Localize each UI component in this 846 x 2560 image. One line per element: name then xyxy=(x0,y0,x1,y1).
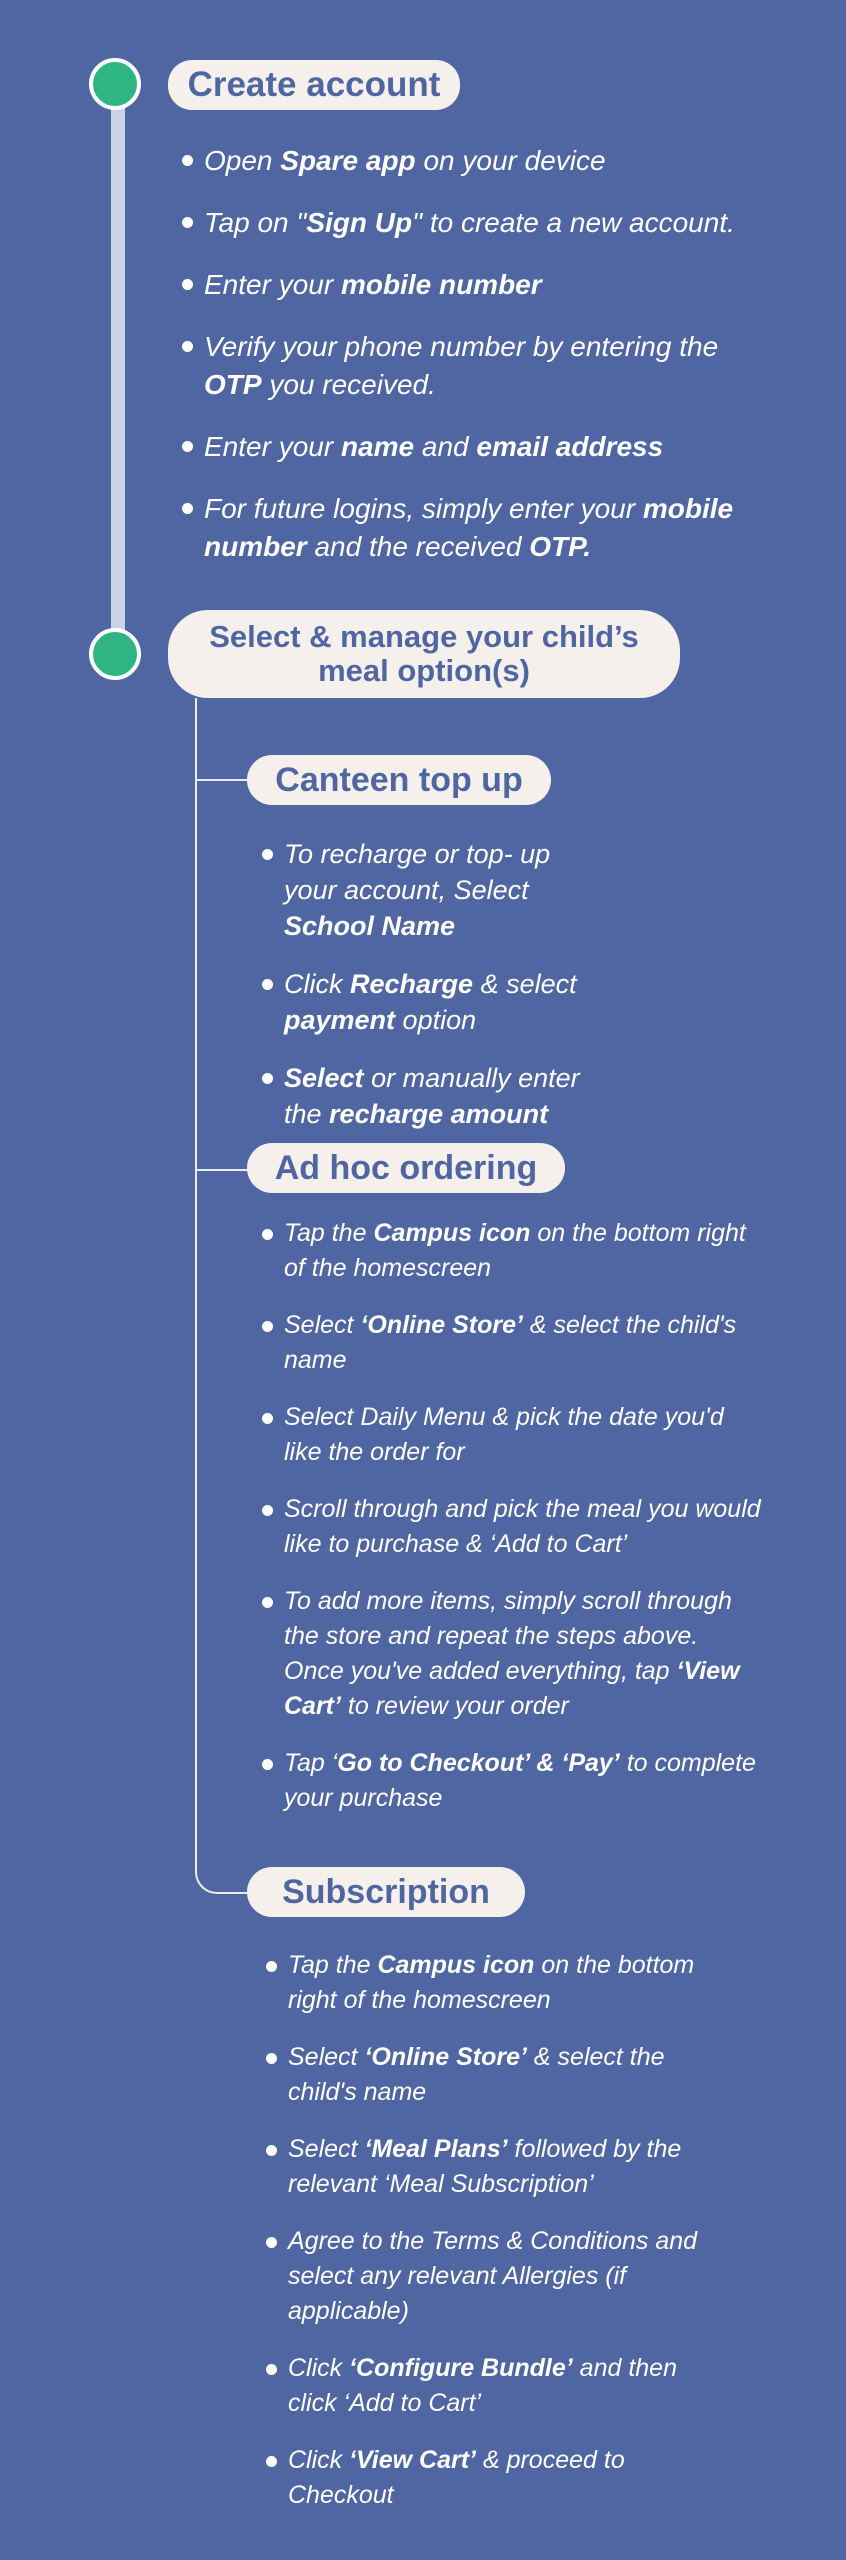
step-item xyxy=(262,966,592,1038)
step-text-bold: Campus icon xyxy=(373,1219,531,1247)
step-item xyxy=(262,1746,762,1816)
step-text: Select xyxy=(288,2043,365,2071)
step-text: on your device xyxy=(415,145,606,176)
step-text-bold: Spare app xyxy=(280,145,416,176)
step-text: & proceed to Checkout xyxy=(288,2446,625,2509)
step-marker-manage-meals xyxy=(89,628,141,680)
step-item xyxy=(266,2443,706,2513)
step-text: to review your order xyxy=(340,1692,569,1720)
step-text: & select the child's name xyxy=(284,1311,737,1374)
step-text: and then click ‘Add to Cart’ xyxy=(288,2354,677,2417)
step-text: option xyxy=(395,1005,477,1035)
step-text: Tap ‘ xyxy=(284,1749,338,1777)
step-text: you received. xyxy=(261,369,436,400)
step-item xyxy=(182,266,742,304)
manage-meals-heading-line2: meal option(s) xyxy=(318,653,530,688)
step-text: and the received xyxy=(306,531,530,562)
step-text: Select xyxy=(284,1311,361,1339)
branch-line xyxy=(195,698,197,1850)
step-text: to complete your purchase xyxy=(284,1749,756,1812)
step-text-bold: OTP. xyxy=(529,531,592,562)
step-text-bold: payment xyxy=(284,1005,396,1035)
step-text: Open xyxy=(204,145,281,176)
timeline-line xyxy=(111,85,125,655)
subscription-steps xyxy=(266,1948,706,2535)
step-text: Enter your xyxy=(204,269,341,300)
step-text: Select xyxy=(288,2135,365,2163)
step-text-bold: name xyxy=(340,431,415,462)
step-text: Tap the xyxy=(288,1951,378,1979)
step-text-bold: mobile number xyxy=(204,493,734,562)
subscription-heading: Subscription xyxy=(247,1867,525,1917)
step-item xyxy=(262,1584,762,1724)
step-item xyxy=(266,2224,706,2329)
step-text: on the bottom right of the homescreen xyxy=(288,1951,695,2014)
step-text: Agree to the Terms & Conditions and select any relevant Allergies (if applicable) xyxy=(288,2227,698,2325)
ad-hoc-ordering-heading: Ad hoc ordering xyxy=(247,1143,565,1193)
step-item xyxy=(262,1060,592,1132)
step-text: Click xyxy=(288,2446,350,2474)
step-text-bold: Campus icon xyxy=(377,1951,535,1979)
step-text-bold: ‘View Cart’ xyxy=(284,1657,740,1720)
step-item xyxy=(262,1308,762,1378)
step-text: To recharge or top- up your account, Select xyxy=(284,839,551,905)
step-text: " to create a new account. xyxy=(412,207,735,238)
step-item xyxy=(262,1216,762,1286)
branch-tick-canteen xyxy=(196,779,248,781)
step-text-bold: ‘Configure Bundle’ xyxy=(349,2354,573,2382)
step-text-bold: email address xyxy=(476,431,664,462)
step-item xyxy=(266,2040,706,2110)
manage-meals-heading-line1: Select & manage your child’s xyxy=(209,619,639,654)
step-item xyxy=(262,836,592,944)
step-item xyxy=(266,2132,706,2202)
step-text-bold: ‘Online Store’ xyxy=(364,2043,527,2071)
step-item xyxy=(182,142,742,180)
step-text: Scroll through and pick the meal you would like to purchase & ‘Add to Cart’ xyxy=(284,1495,761,1558)
step-text: or manually enter the xyxy=(284,1063,580,1129)
step-text-bold: Go to Checkout’ & ‘Pay’ xyxy=(337,1749,620,1777)
create-account-heading: Create account xyxy=(168,60,460,110)
step-text: To add more items, simply scroll through the store and repeat the steps above. Once you've added everything, tap xyxy=(284,1587,732,1685)
step-item xyxy=(262,1492,762,1562)
create-account-steps xyxy=(182,142,742,590)
canteen-top-up-steps xyxy=(262,836,592,1154)
step-text: For future logins, simply enter your xyxy=(204,493,643,524)
step-text-bold: Sign Up xyxy=(306,207,413,238)
step-text: Click xyxy=(284,969,350,999)
step-text: Tap the xyxy=(284,1219,374,1247)
step-text: Verify your phone number by entering the xyxy=(204,331,719,362)
step-item xyxy=(182,328,742,404)
step-text-bold: ‘Online Store’ xyxy=(360,1311,523,1339)
step-item xyxy=(182,204,742,242)
step-text-bold: OTP xyxy=(204,369,262,400)
canteen-top-up-heading: Canteen top up xyxy=(247,755,551,805)
step-text: and xyxy=(414,431,477,462)
step-text: Enter your xyxy=(204,431,341,462)
step-item xyxy=(182,428,742,466)
step-text: & select the child's name xyxy=(288,2043,665,2106)
step-text-bold: mobile number xyxy=(340,269,542,300)
step-item xyxy=(262,1400,762,1470)
step-text-bold: ‘View Cart’ xyxy=(349,2446,477,2474)
step-text-bold: Select xyxy=(284,1063,364,1093)
step-item xyxy=(266,1948,706,2018)
step-text: Select Daily Menu & pick the date you'd like the order for xyxy=(284,1403,724,1466)
branch-curve-subscription xyxy=(195,1830,249,1894)
step-text: followed by the relevant ‘Meal Subscription’ xyxy=(288,2135,682,2198)
step-text-bold: School Name xyxy=(284,911,456,941)
step-text-bold: Recharge xyxy=(350,969,474,999)
branch-tick-adhoc xyxy=(196,1169,248,1171)
step-item xyxy=(182,490,742,566)
step-text: Tap on " xyxy=(204,207,307,238)
step-text-bold: ‘Meal Plans’ xyxy=(364,2135,508,2163)
step-marker-create-account xyxy=(89,58,141,110)
step-text: on the bottom right of the homescreen xyxy=(284,1219,746,1282)
step-text-bold: recharge amount xyxy=(329,1099,549,1129)
manage-meals-heading xyxy=(168,610,680,698)
ad-hoc-ordering-steps xyxy=(262,1216,762,1838)
step-text: Click xyxy=(288,2354,350,2382)
step-text: & select xyxy=(473,969,577,999)
step-item xyxy=(266,2351,706,2421)
